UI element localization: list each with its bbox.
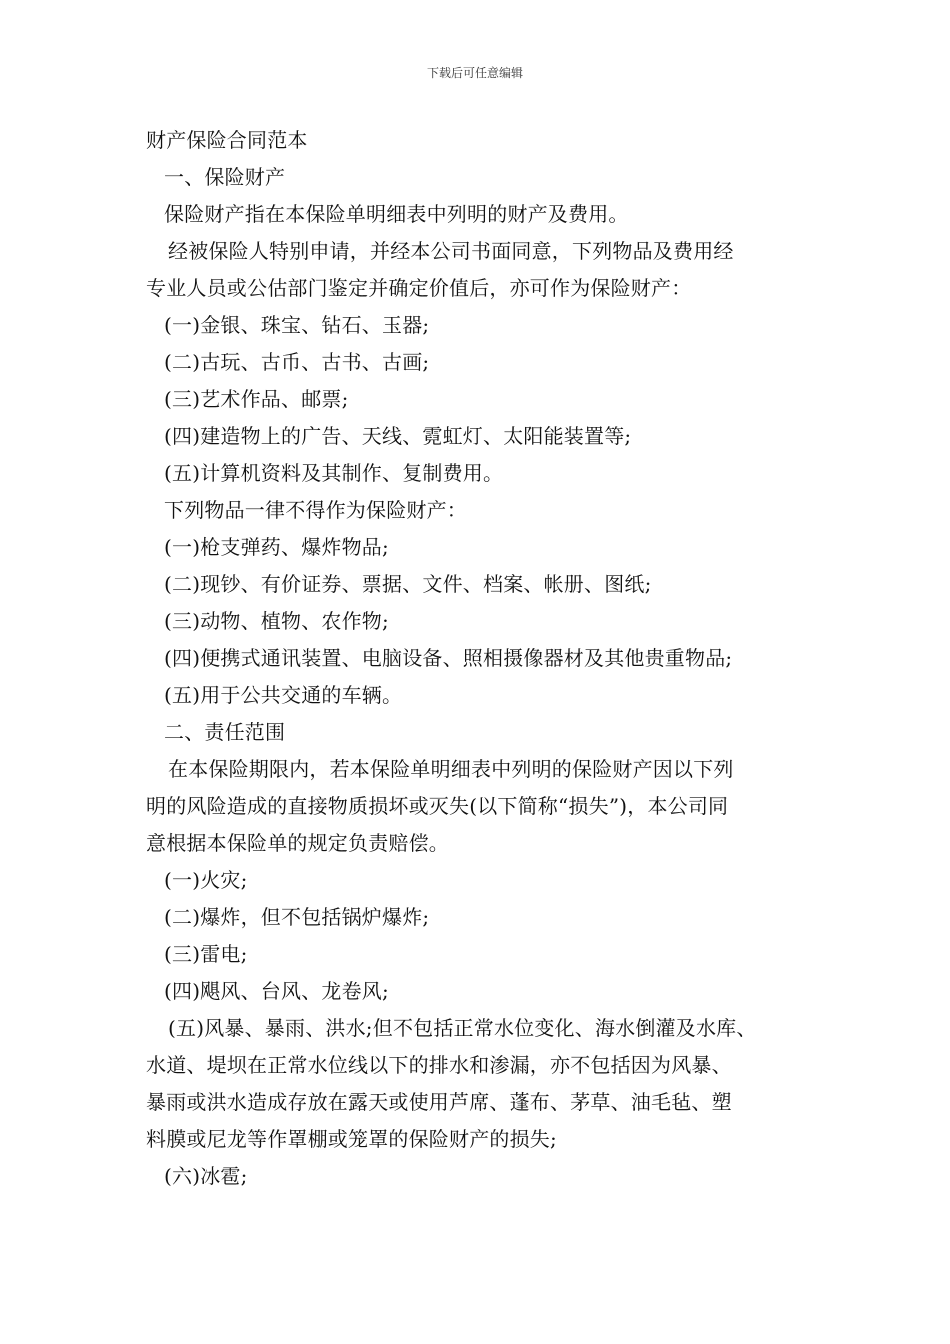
paragraph-line: 暴雨或洪水造成存放在露天或使用芦席、蓬布、茅草、油毛毡、塑 bbox=[146, 1090, 732, 1114]
list-item: (四)飓风、台风、龙卷风; bbox=[164, 979, 389, 1003]
list-item: (五)计算机资料及其制作、复制费用。 bbox=[164, 461, 504, 485]
paragraph-line: 专业人员或公估部门鉴定并确定价值后，亦可作为保险财产： bbox=[146, 276, 692, 300]
list-item: (三)动物、植物、农作物; bbox=[164, 609, 389, 633]
list-item: (五)用于公共交通的车辆。 bbox=[164, 683, 403, 707]
section-heading: 一、保险财产 bbox=[164, 165, 286, 189]
section-heading: 二、责任范围 bbox=[164, 720, 286, 744]
list-item: (一)枪支弹药、爆炸物品; bbox=[164, 535, 389, 559]
list-item: (二)爆炸，但不包括锅炉爆炸; bbox=[164, 905, 430, 929]
list-item: (五)风暴、暴雨、洪水;但不包括正常水位变化、海水倒灌及水库、 bbox=[168, 1016, 757, 1040]
list-item: (二)现钞、有价证券、票据、文件、档案、帐册、图纸; bbox=[164, 572, 652, 596]
paragraph-line: 下列物品一律不得作为保险财产： bbox=[164, 498, 467, 522]
paragraph-line: 意根据本保险单的规定负责赔偿。 bbox=[146, 831, 449, 855]
paragraph-line: 保险财产指在本保险单明细表中列明的财产及费用。 bbox=[164, 202, 629, 226]
list-item: (六)冰雹; bbox=[164, 1164, 248, 1188]
list-item: (四)建造物上的广告、天线、霓虹灯、太阳能装置等; bbox=[164, 424, 632, 448]
list-item: (二)古玩、古币、古书、古画; bbox=[164, 350, 430, 374]
list-item: (三)艺术作品、邮票; bbox=[164, 387, 349, 411]
document-body bbox=[146, 122, 816, 1195]
paragraph-line: 明的风险造成的直接物质损坏或灭失(以下简称“损失”)，本公司同 bbox=[146, 794, 729, 818]
paragraph-line: 水道、堤坝在正常水位线以下的排水和渗漏，亦不包括因为风暴、 bbox=[146, 1053, 732, 1077]
list-item: (三)雷电; bbox=[164, 942, 248, 966]
page-header: 下载后可任意编辑 bbox=[426, 66, 523, 80]
paragraph-line: 料膜或尼龙等作罩棚或笼罩的保险财产的损失; bbox=[146, 1127, 557, 1151]
paragraph-line: 在本保险期限内，若本保险单明细表中列明的保险财产因以下列 bbox=[168, 757, 734, 781]
paragraph-line: 经被保险人特别申请，并经本公司书面同意，下列物品及费用经 bbox=[168, 239, 734, 263]
list-item: (一)火灾; bbox=[164, 868, 248, 892]
list-item: (四)便携式通讯装置、电脑设备、照相摄像器材及其他贵重物品; bbox=[164, 646, 733, 670]
document-title: 财产保险合同范本 bbox=[146, 128, 308, 152]
list-item: (一)金银、珠宝、钻石、玉器; bbox=[164, 313, 430, 337]
